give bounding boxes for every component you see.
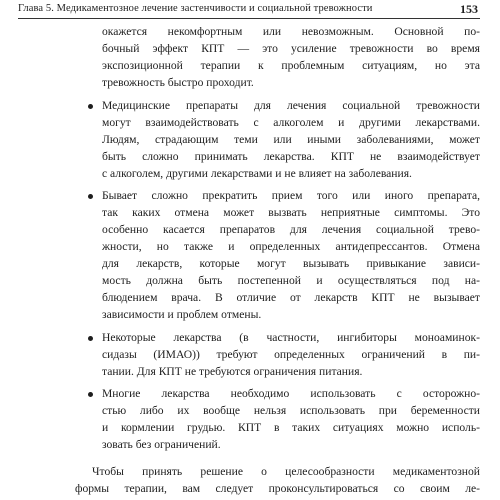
text-line: окажется некомфортным или невозможным. Основной по-: [102, 25, 480, 38]
text-line: стью либо их вообще нельзя использовать при беременности: [102, 404, 480, 417]
text-line: сидазы (ИМАО)) требуют определенных ограничений в пи-: [102, 348, 480, 361]
text-line: экспозиционной терапии к проблемным ситуациям, но эта: [102, 59, 480, 72]
text-line: особенно касается препаратов для лечения социальной трево-: [102, 223, 480, 236]
text-line: Некоторые лекарства (в частности, ингибиторы моноаминок-: [102, 331, 480, 344]
text-line: зовать без ограничений.: [102, 438, 221, 451]
bullet-marker: [88, 104, 93, 109]
text-line: формы терапии, вам следует проконсультироваться со своим ле-: [75, 482, 480, 495]
text-line: Людям, страдающим теми или иными заболеваниями, может: [102, 133, 480, 146]
bullet-marker: [88, 336, 93, 341]
text-line: Многие лекарства необходимо использовать с осторожно-: [102, 387, 480, 400]
text-line: Бывает сложно прекратить прием того или иного препарата,: [102, 189, 480, 202]
bullet-marker: [88, 194, 93, 199]
text-line: мость должна быть постепенной и осуществляться под на-: [102, 274, 480, 287]
page-number: 153: [460, 2, 478, 16]
text-line: могут взаимодействовать с алкоголем и другими лекарствами.: [102, 116, 480, 129]
text-line: с алкоголем, другими лекарствами и не влияет на заболевания.: [102, 167, 412, 180]
text-line: Медицинские препараты для лечения социальной тревожности: [102, 99, 480, 112]
text-line: жности, но также и определенных антидепрессантов. Отмена: [102, 240, 480, 253]
text-line: тревожность быстро проходит.: [102, 76, 254, 89]
text-line: быть сложно принимать лекарства. КПТ не взаимодействует: [102, 150, 480, 163]
bullet-marker: [88, 392, 93, 397]
text-line: блюдением врача. В отличие от лекарств КПТ не вызывает: [102, 291, 480, 304]
text-line: и кормлении грудью. КПТ в таких ситуациях можно исполь-: [102, 421, 480, 434]
text-line: бочный эффект КПТ — это усиление тревожности во время: [102, 42, 480, 55]
text-line: для лекарств, которые могут вызывать привыкание зависи-: [102, 257, 480, 270]
chapter-title: Глава 5. Медикаментозное лечение застенчивости и социальной тревожности: [18, 3, 373, 14]
text-line: зависимости и проблем отмены.: [102, 308, 262, 321]
running-header: [18, 2, 480, 19]
text-line: тании. Для КПТ не требуются ограничения питания.: [102, 365, 363, 378]
text-line: так каких отмена может вызвать неприятные симптомы. Это: [102, 206, 480, 219]
text-line: Чтобы принять решение о целесообразности медикаментозной: [92, 465, 480, 478]
